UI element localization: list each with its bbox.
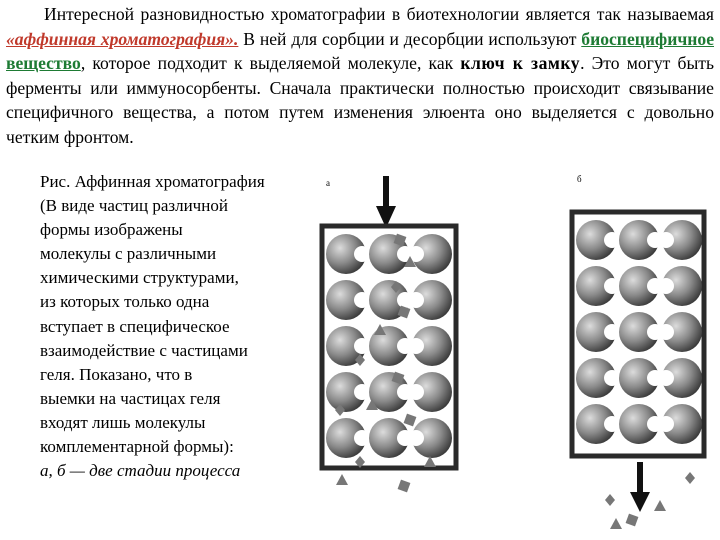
bead-notch [658,278,674,294]
bead-notch [604,416,620,432]
paragraph-mid1: В ней для сорбции и десорбции используют [238,28,582,49]
bead-notch [604,324,620,340]
caption-line: геля. Показано, что в [40,364,193,384]
bead-notch [408,384,424,400]
molecule-shape [605,494,615,506]
bead-notch [408,338,424,354]
molecule-shape [685,472,695,484]
caption-line: входят лишь молекулы [40,412,206,432]
molecule-shape [610,518,622,529]
caption-line: молекулы с различными [40,244,217,264]
molecule-shape [654,500,666,511]
bead-notch [408,292,424,308]
stage-b-label: б [577,174,582,184]
caption-line: выемки на частицах геля [40,388,221,408]
elution-arrow-icon [630,462,650,512]
molecule-shape [336,474,348,485]
bead-notch [354,384,370,400]
gel-beads-b [576,220,702,444]
bead-notch [354,292,370,308]
term-biospecific-substance: биоспецифичное вещество [6,28,715,74]
molecule-shape [626,514,639,527]
paragraph-mid2: , которое подходит к выделяемой молекуле, как [80,53,461,74]
bead-notch [658,370,674,386]
bead-notch [408,430,424,446]
bead-notch [354,338,370,354]
stage-a-label: а [326,178,330,188]
caption-line: Рис. Аффинная хроматография [40,172,265,191]
bead-notch [354,430,370,446]
bead-notch [354,246,370,262]
caption-line: взаимодействие с частицами [40,340,248,360]
molecule-shape [404,414,417,427]
term-affinity-chromatography: «аффинная хроматография». [6,28,239,49]
bead-notch [658,232,674,248]
caption-line: (В виде частиц различной [40,196,228,216]
flow-arrow-icon [376,176,396,228]
bead-notch [604,278,620,294]
caption-line: химическими структурами, [40,268,239,288]
bead-notch [604,232,620,248]
molecule-shape [398,480,411,493]
caption-line: вступает в специфическое [40,316,230,336]
caption-line: комплементарной формы): [40,437,234,457]
paragraph-end: . Это могут быть ферменты или иммуносорбенты. Сначала практически полностью происходит связывание специфичного вещества, а потом путем изменения элюента оно выделяется с довольно четким фронтом. [6,53,714,147]
bead-notch [604,370,620,386]
term-key-to-lock: ключ к замку [460,53,581,74]
gel-beads-a [326,234,452,458]
bead-notch [658,416,674,432]
bead-notch [658,324,674,340]
caption-line: из которых только одна [40,292,210,312]
caption-stages: а, б — две стадии процесса [40,461,241,481]
paragraph-intro: Интересной разновидностью хроматографии в биотехнологии является так называемая [44,4,714,24]
caption-line: формы изображены [40,220,183,240]
